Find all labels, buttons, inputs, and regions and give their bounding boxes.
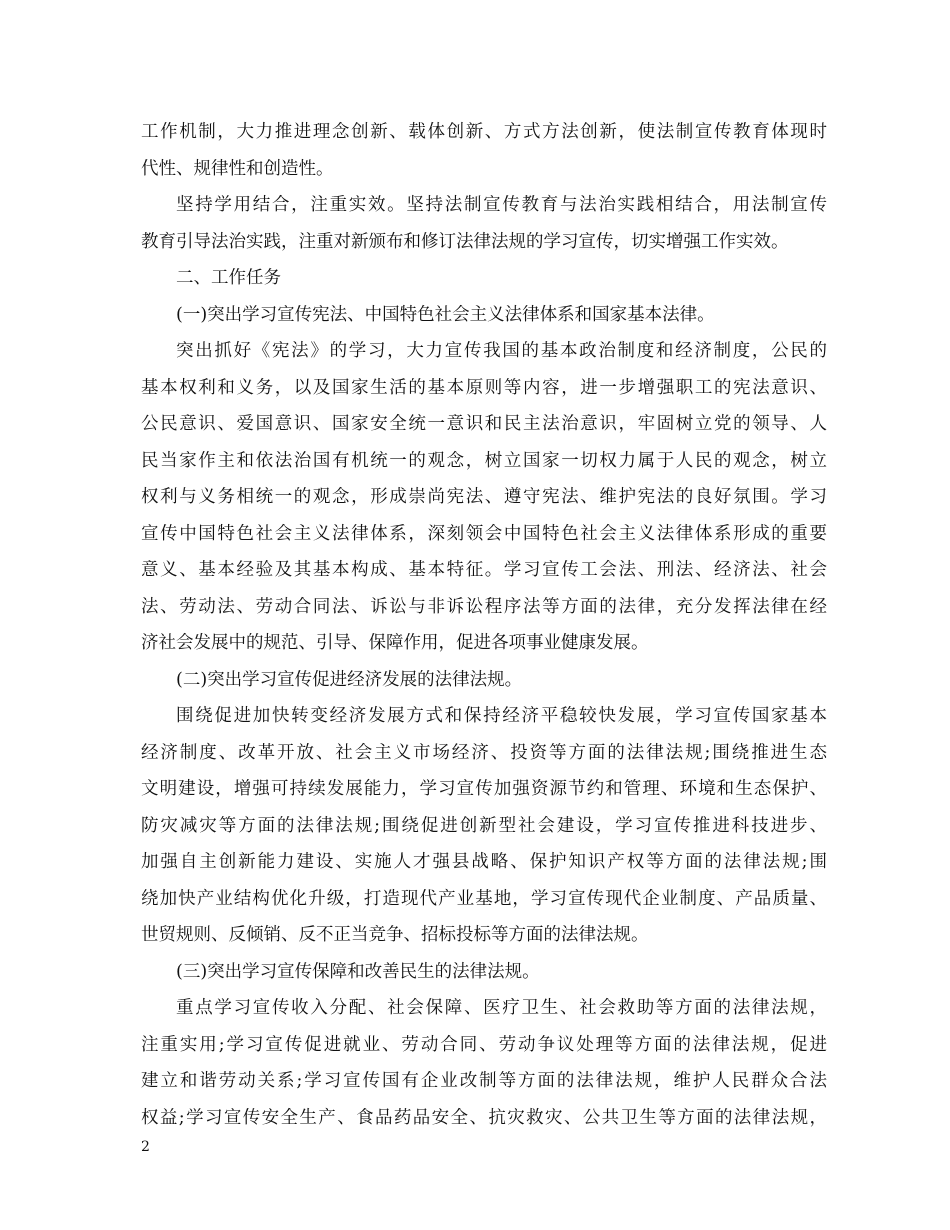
- text-line: 基本权利和义务，以及国家生活的基本原则等内容，进一步增强职工的宪法意识、: [141, 377, 827, 398]
- page-number: 2: [141, 1139, 150, 1155]
- document-body: [141, 114, 827, 1136]
- text-line: 代性、规律性和创造性。: [141, 158, 334, 179]
- text-line: 公民意识、爱国意识、国家安全统一意识和民主法治意识，牢固树立党的领导、人: [141, 414, 827, 434]
- text-line: 围绕促进加快转变经济发展方式和保持经济平稳较快发展，学习宣传国家基本: [176, 706, 827, 726]
- text-line: 权利与义务相统一的观念，形成崇尚宪法、遵守宪法、维护宪法的良好氛围。学习: [141, 487, 827, 507]
- text-line: 注重实用;学习宣传促进就业、劳动合同、劳动争议处理等方面的法律法规，促进: [141, 1034, 827, 1055]
- text-line: (二)突出学习宣传促进经济发展的法律法规。: [176, 669, 523, 690]
- text-line: 法、劳动法、劳动合同法、诉讼与非诉讼程序法等方面的法律，充分发挥法律在经: [141, 596, 827, 617]
- text-line: 权益;学习宣传安全生产、食品药品安全、抗灾救灾、公共卫生等方面的法律法规，: [141, 1107, 827, 1128]
- text-line: 经济制度、改革开放、社会主义市场经济、投资等方面的法律法规;围绕推进生态: [141, 742, 827, 763]
- text-line: 世贸规则、反倾销、反不正当竞争、招标投标等方面的法律法规。: [141, 925, 649, 945]
- text-line: 坚持学用结合，注重实效。坚持法制宣传教育与法治实践相结合，用法制宣传: [176, 195, 827, 215]
- text-line: (三)突出学习宣传保障和改善民生的法律法规。: [176, 961, 540, 982]
- text-line: 加强自主创新能力建设、实施人才强县战略、保护知识产权等方面的法律法规;围: [141, 852, 827, 872]
- text-line: 文明建设，增强可持续发展能力，学习宣传加强资源节约和管理、环境和生态保护、: [141, 779, 827, 799]
- text-line: 民当家作主和依法治国有机统一的观念，树立国家一切权力属于人民的观念，树立: [141, 450, 827, 471]
- text-line: 意义、基本经验及其基本构成、基本特征。学习宣传工会法、刑法、经济法、社会: [141, 560, 827, 580]
- text-line: (一)突出学习宣传宪法、中国特色社会主义法律体系和国家基本法律。: [176, 304, 715, 325]
- text-line: 重点学习宣传收入分配、社会保障、医疗卫生、社会救助等方面的法律法规，: [176, 998, 827, 1018]
- text-line: 教育引导法治实践，注重对新颁布和修订法律法规的学习宣传，切实增强工作实效。: [141, 231, 789, 252]
- text-line: 防灾减灾等方面的法律法规;围绕促进创新型社会建设，学习宣传推进科技进步、: [141, 815, 827, 836]
- text-line: 二、工作任务: [176, 268, 281, 288]
- text-line: 突出抓好《宪法》的学习，大力宣传我国的基本政治制度和经济制度，公民的: [176, 341, 827, 361]
- text-line: 工作机制，大力推进理念创新、载体创新、方式方法创新，使法制宣传教育体现时: [141, 122, 827, 142]
- text-line: 宣传中国特色社会主义法律体系，深刻领会中国特色社会主义法律体系形成的重要: [141, 523, 827, 544]
- text-line: 绕加快产业结构优化升级，打造现代产业基地，学习宣传现代企业制度、产品质量、: [141, 888, 827, 909]
- text-line: 建立和谐劳动关系;学习宣传国有企业改制等方面的法律法规，维护人民群众合法: [141, 1071, 827, 1091]
- text-line: 济社会发展中的规范、引导、保障作用，促进各项事业健康发展。: [141, 633, 649, 653]
